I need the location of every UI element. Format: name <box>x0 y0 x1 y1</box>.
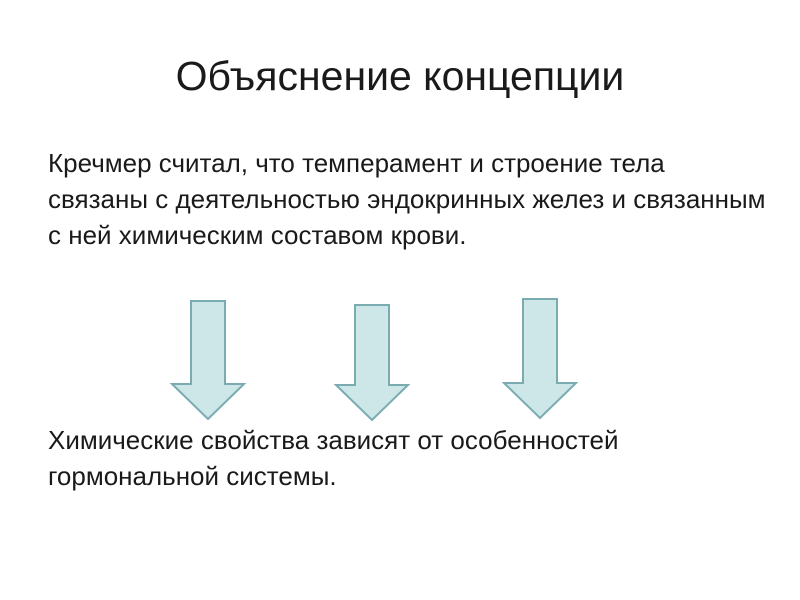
down-arrow-icon <box>172 301 244 419</box>
down-arrow-icon <box>504 299 576 418</box>
paragraph-kretschmer: Кречмер считал, что темперамент и строение тела связаны с деятельностью эндокринных желез и связанным с ней химическим составом крови. <box>48 148 766 250</box>
down-arrow-icon <box>336 305 408 420</box>
slide-title: Объяснение концепции <box>175 53 625 99</box>
paragraph-chemical-properties: Химические свойства зависят от особенностей гормональной системы. <box>48 425 619 491</box>
